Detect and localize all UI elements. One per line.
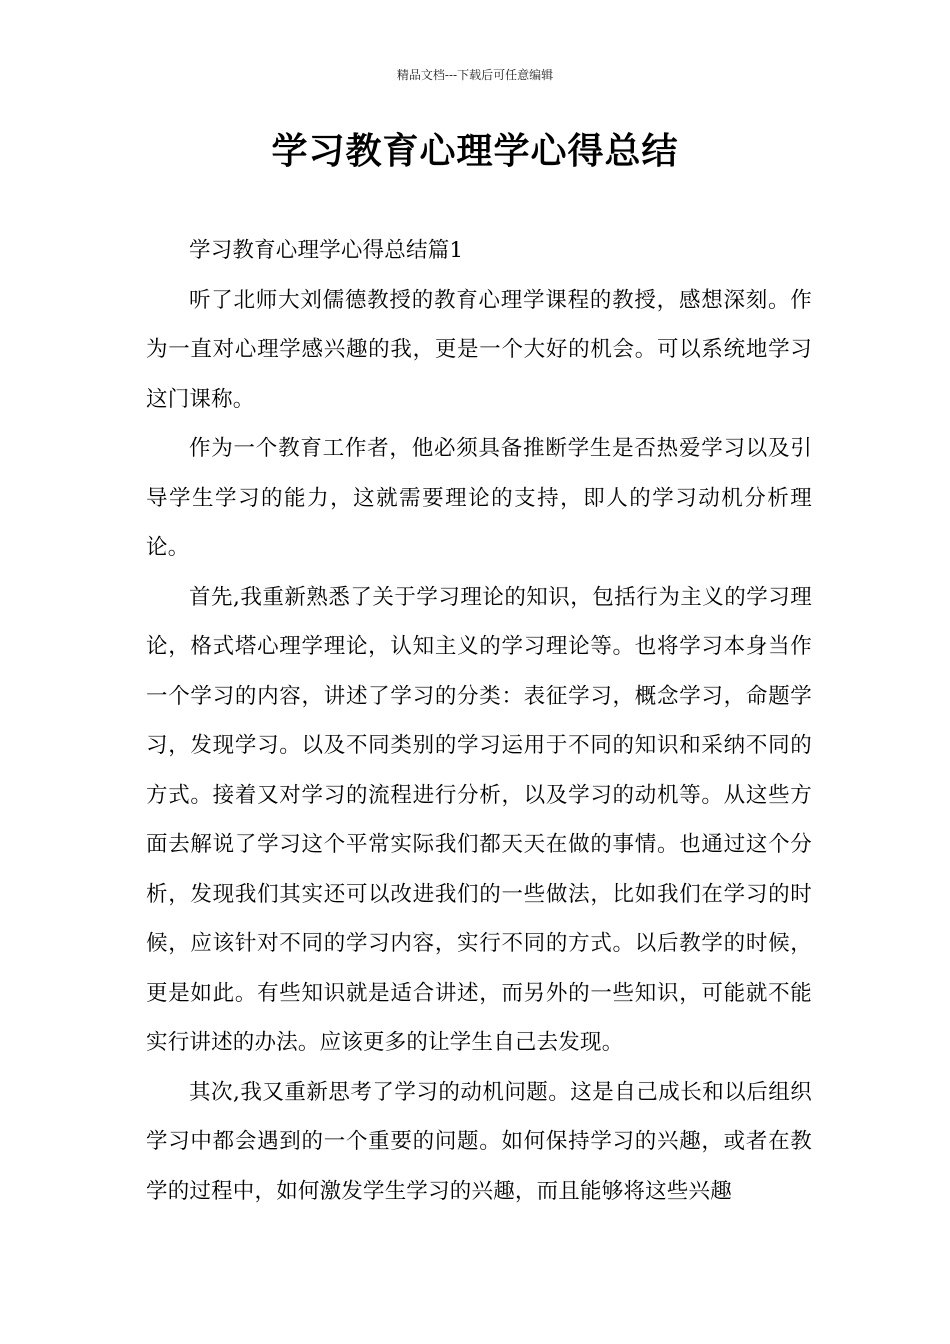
section-heading: 学习教育心理学心得总结篇1 [189, 238, 464, 263]
document-body [146, 226, 812, 1216]
paragraph: 作为一个教育工作者，他必须具备推断学生是否热爱学习以及引导学生学习的能力，这就需要理论的支持，即人的学习动机分析理论。 [146, 436, 812, 560]
paragraph: 其次,我又重新思考了学习的动机问题。这是自己成长和以后组织学习中都会遇到的一个重要的问题。如何保持学习的兴趣，或者在教学的过程中，如何激发学生学习的兴趣，而且能够将这些兴趣 [146, 1079, 812, 1204]
page-header: 精品文档---下载后可任意编辑 [396, 68, 554, 82]
paragraph: 首先,我重新熟悉了关于学习理论的知识，包括行为主义的学习理论，格式塔心理学理论，认知主义的学习理论等。也将学习本身当作一个学习的内容，讲述了学习的分类：表征学习，概念学习，命题学习，发现学习。以及不同类别的学习运用于不同的知识和采纳不同的方式。接着又对学习的流程进行分析，以及学习的动机等。从这些方面去解说了学习这个平常实际我们都天天在做的事情。也通过这个分析，发现我们其实还可以改进我们的一些做法，比如我们在学习的时候，应该针对不同的学习内容，实行不同的方式。以后教学的时候，更是如此。有些知识就是适合讲述，而另外的一些知识，可能就不能实行讲述的办法。应该更多的让学生自己去发现。 [146, 584, 812, 1055]
paragraph: 听了北师大刘儒德教授的教育心理学课程的教授，感想深刻。作为一直对心理学感兴趣的我，更是一个大好的机会。可以系统地学习这门课称。 [146, 287, 812, 412]
document-title: 学习教育心理学心得总结 [271, 131, 679, 172]
